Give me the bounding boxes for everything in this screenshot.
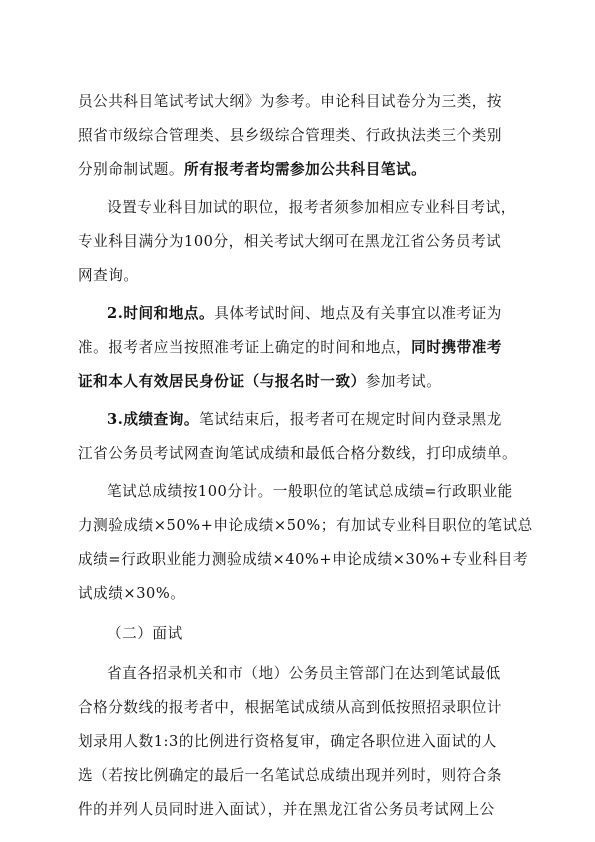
paragraph-6-line-4: 选（若按比例确定的最后一名笔试总成绩出现并列时，则符合条 [78, 767, 503, 784]
section-heading-interview: （二）面试 [107, 625, 183, 642]
paragraph-6-line-5: 件的并列人员同时进入面试），并在黑龙江省公务员考试网上公 [78, 801, 495, 818]
paragraph-6-line-3: 划录用人数1:3的比例进行资格复审，确定各职位进入面试的人 [78, 733, 497, 750]
paragraph-3-line-2 [78, 338, 523, 358]
paragraph-2-line-1: 设置专业科目加试的职位，报考者须参加相应专业科目考试， [107, 199, 516, 216]
paragraph-2-line-3: 网查询。 [78, 267, 139, 284]
score-query-heading: 3.成绩查询。 [107, 411, 200, 428]
paragraph-2-line-2: 专业科目满分为100分，相关考试大纲可在黑龙江省公务员考试 [78, 233, 502, 250]
paragraph-6-line-1: 省直各招录机关和市（地）公务员主管部门在达到笔试最低 [107, 665, 501, 682]
time-place-heading: 2.时间和地点。 [107, 305, 215, 322]
paragraph-5-line-1: 笔试总成绩按100分计。一般职位的笔试总成绩=行政职业能 [107, 483, 513, 500]
paragraph-1-text: 分别命制试题。 [78, 161, 185, 178]
paragraph-6-line-2: 合格分数线的报考者中，根据笔试成绩从高到低按照招录职位计 [78, 699, 503, 716]
paragraph-1-line-1: 员公共科目笔试考试大纲》为参考。申论科目试卷分为三类，按 [78, 93, 503, 110]
paragraph-3-text: 准。报考者应当按照准考证上确定的时间和地点， [78, 339, 412, 356]
paragraph-1-line-3 [78, 160, 523, 180]
paragraph-4-line-1 [107, 410, 523, 430]
paragraph-1-line-2: 照省市级综合管理类、县乡级综合管理类、行政执法类三个类别 [78, 127, 503, 144]
paragraph-4-text: 笔试结束后，报考者可在规定时间内登录黑龙 [199, 411, 502, 428]
paragraph-3-text: 具体考试时间、地点及有关事宜以准考证为 [214, 305, 502, 322]
paragraph-3-line-3 [78, 372, 523, 392]
paragraph-5-line-4: 试成绩×30%。 [78, 585, 186, 602]
paragraph-4-line-2: 江省公务员考试网查询笔试成绩和最低合格分数线，打印成绩单。 [78, 445, 518, 462]
paragraph-5-line-2: 力测验成绩×50%+申论成绩×50%；有加试专业科目职位的笔试总 [78, 517, 533, 534]
paragraph-3-bold-note: 证和本人有效居民身份证（与报名时一致） [78, 373, 366, 390]
paragraph-1-bold-note: 所有报考者均需参加公共科目笔试。 [184, 161, 427, 178]
paragraph-5-line-3: 成绩=行政职业能力测验成绩×40%+申论成绩×30%+专业科目考 [78, 551, 529, 568]
paragraph-3-line-1 [107, 304, 523, 324]
paragraph-3-bold-note: 同时携带准考 [411, 339, 503, 356]
paragraph-3-text: 参加考试。 [365, 373, 442, 390]
